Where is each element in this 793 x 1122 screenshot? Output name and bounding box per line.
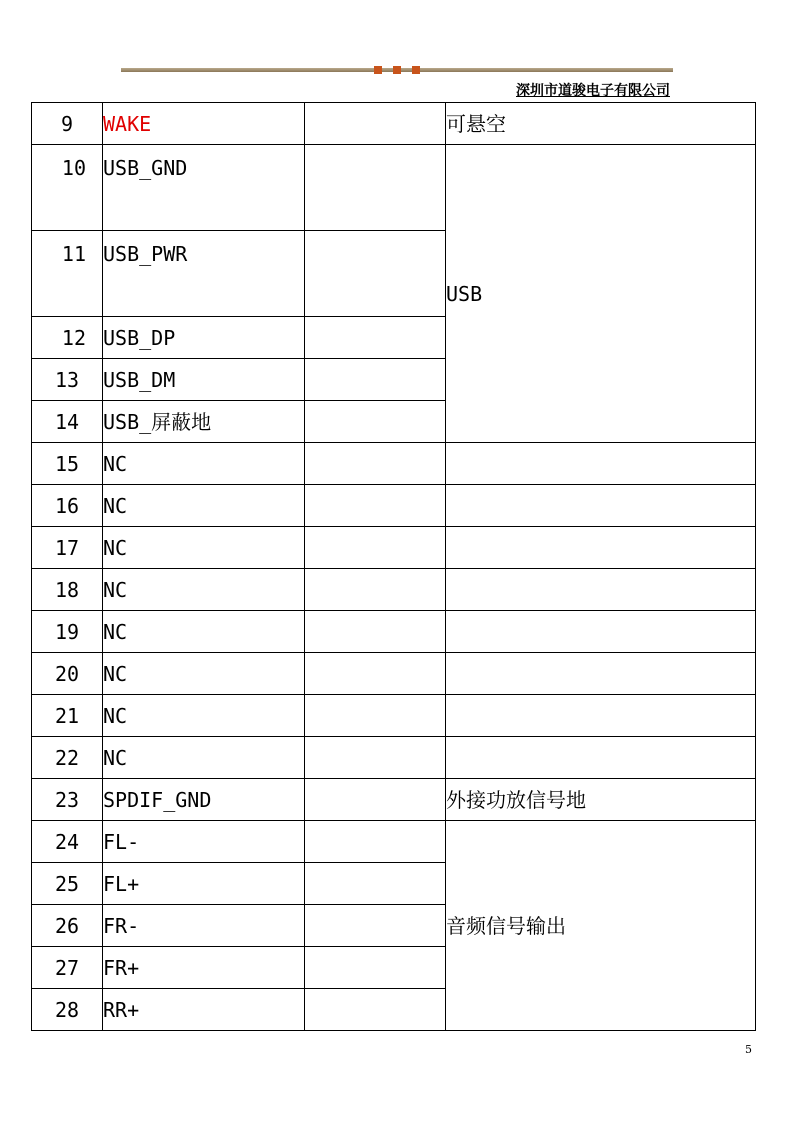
pin-number: 16 — [32, 485, 103, 527]
pin-note — [305, 863, 446, 905]
pin-note — [305, 359, 446, 401]
pin-number: 22 — [32, 737, 103, 779]
pin-number: 10 — [32, 145, 103, 231]
pin-note — [305, 947, 446, 989]
audio-group-description: 音频信号输出 — [446, 821, 756, 1031]
table-row — [32, 145, 756, 231]
pin-description — [446, 485, 756, 527]
pin-note — [305, 485, 446, 527]
pin-signal: FL- — [103, 821, 305, 863]
usb-group-description: USB — [446, 145, 756, 443]
pin-note — [305, 611, 446, 653]
table-row — [32, 527, 756, 569]
pin-note — [305, 317, 446, 359]
pin-signal: NC — [103, 695, 305, 737]
pin-note — [305, 653, 446, 695]
pin-signal: NC — [103, 569, 305, 611]
header-dot — [412, 66, 420, 74]
pin-number: 11 — [32, 231, 103, 317]
pin-note — [305, 737, 446, 779]
pin-note — [305, 569, 446, 611]
pin-signal: FR- — [103, 905, 305, 947]
pin-signal: NC — [103, 653, 305, 695]
pin-note — [305, 443, 446, 485]
pin-description — [446, 611, 756, 653]
pin-number: 24 — [32, 821, 103, 863]
pin-signal: RR+ — [103, 989, 305, 1031]
table-row — [32, 653, 756, 695]
pin-signal: NC — [103, 443, 305, 485]
pin-number: 14 — [32, 401, 103, 443]
header-dot — [374, 66, 382, 74]
pin-note — [305, 103, 446, 145]
pin-table — [31, 102, 756, 1031]
pin-description — [446, 695, 756, 737]
table-row — [32, 737, 756, 779]
pin-note — [305, 527, 446, 569]
pin-signal: FL+ — [103, 863, 305, 905]
pin-note — [305, 989, 446, 1031]
pin-signal: USB_屏蔽地 — [103, 401, 305, 443]
pin-signal: SPDIF_GND — [103, 779, 305, 821]
pin-number: 21 — [32, 695, 103, 737]
pin-number: 25 — [32, 863, 103, 905]
pin-description — [446, 653, 756, 695]
pin-number: 18 — [32, 569, 103, 611]
pin-signal: USB_DM — [103, 359, 305, 401]
pin-description: 可悬空 — [446, 103, 756, 145]
pin-note — [305, 779, 446, 821]
table-row — [32, 103, 756, 145]
pin-description: 外接功放信号地 — [446, 779, 756, 821]
pin-note — [305, 905, 446, 947]
table-row — [32, 779, 756, 821]
page-number: 5 — [745, 1043, 752, 1056]
pin-signal: NC — [103, 611, 305, 653]
pin-signal: FR+ — [103, 947, 305, 989]
pin-number: 27 — [32, 947, 103, 989]
pin-number: 19 — [32, 611, 103, 653]
pin-signal: USB_PWR — [103, 231, 305, 317]
pin-description — [446, 527, 756, 569]
pin-number: 17 — [32, 527, 103, 569]
table-row — [32, 611, 756, 653]
company-name: 深圳市道骏电子有限公司 — [516, 83, 670, 99]
pin-note — [305, 401, 446, 443]
pin-number: 20 — [32, 653, 103, 695]
header-dot — [393, 66, 401, 74]
pin-number: 15 — [32, 443, 103, 485]
pin-description — [446, 569, 756, 611]
pin-number: 9 — [32, 103, 103, 145]
pin-description — [446, 443, 756, 485]
pin-signal: NC — [103, 737, 305, 779]
table-row — [32, 569, 756, 611]
pin-note — [305, 231, 446, 317]
table-row — [32, 695, 756, 737]
pin-signal: USB_GND — [103, 145, 305, 231]
pin-number: 28 — [32, 989, 103, 1031]
pin-signal: WAKE — [103, 103, 305, 145]
table-row — [32, 443, 756, 485]
table-row — [32, 485, 756, 527]
pin-note — [305, 695, 446, 737]
table-row — [32, 821, 756, 863]
pin-note — [305, 145, 446, 231]
pin-number: 23 — [32, 779, 103, 821]
pin-signal: NC — [103, 527, 305, 569]
pin-description — [446, 737, 756, 779]
pin-signal: USB_DP — [103, 317, 305, 359]
pin-number: 26 — [32, 905, 103, 947]
pin-note — [305, 821, 446, 863]
pin-number: 13 — [32, 359, 103, 401]
pin-number: 12 — [32, 317, 103, 359]
pin-signal: NC — [103, 485, 305, 527]
